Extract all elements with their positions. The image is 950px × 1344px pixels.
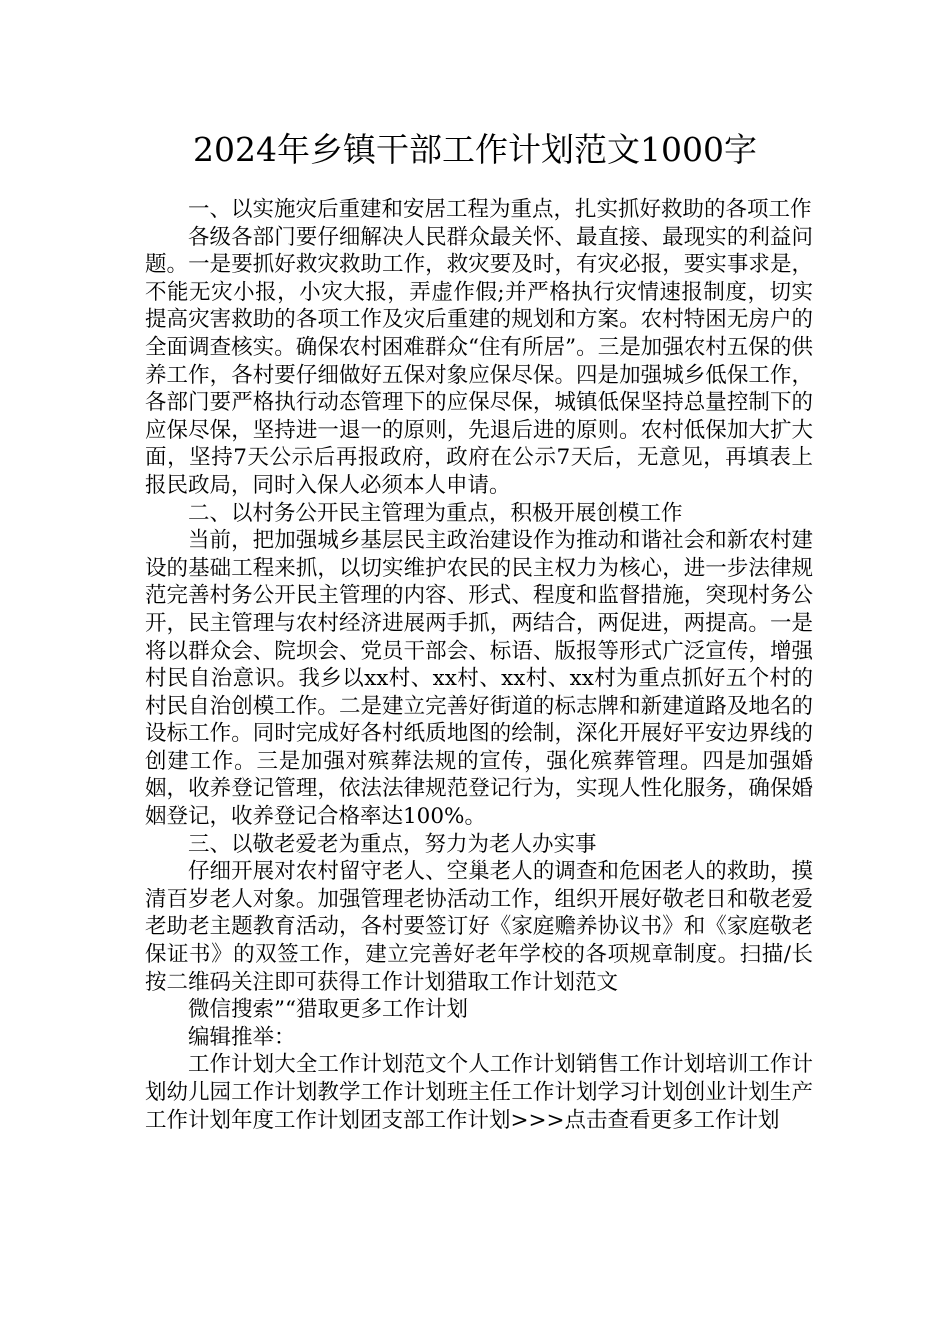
wechat-search-line: 微信搜索”“猎取更多工作计划: [188, 997, 468, 1023]
section-heading-1: 一、以实施灾后重建和安居工程为重点，扎实抓好救助的各项工作: [188, 197, 812, 222]
paragraph-3: 仔细开展对农村留守老人、空巢老人的调查和危困老人的救助，摸清百岁老人对象。加强管理老协活动工作，组织开展好敬老日和敬老爱老助老主题教育活动，各村要签订好《家庭赡养协议书》和《家庭敬老保证书》的双签工作，建立完善好老年学校的各项规章制度。扫描/长按二维码关注即可获得工作计划猎取工作计划范文: [145, 859, 813, 995]
recommend-links[interactable]: 工作计划大全工作计划范文个人工作计划销售工作计划培训工作计划幼儿园工作计划教学工作计划班主任工作计划学习计划创业计划生产工作计划年度工作计划团支部工作计划>>>点击查看更多工作计划: [145, 1052, 813, 1133]
paragraph-1: 各级各部门要仔细解决人民群众最关怀、最直接、最现实的利益问题。一是要抓好救灾救助工作，救灾要及时，有灾必报，要实事求是，不能无灾小报，小灾大报，弄虚作假;并严格执行灾情速报制度，切实提高灾害救助的各项工作及灾后重建的规划和方案。农村特困无房户的全面调查核实。确保农村困难群众“住有所居”。三是加强农村五保的供养工作，各村要仔细做好五保对象应保尽保。四是加强城乡低保工作，各部门要严格执行动态管理下的应保尽保，城镇低保坚持总量控制下的应保尽保，坚持进一退一的原则，先退后进的原则。农村低保加大扩大面，坚持7天公示后再报政府，政府在公示7天后，无意见，再填表上报民政局，同时入保人必须本人申请。: [145, 224, 813, 498]
section-heading-2: 二、以村务公开民主管理为重点，积极开展创模工作: [188, 500, 683, 526]
editor-recommend-label: 编辑推举：: [188, 1024, 296, 1050]
section-heading-3: 三、以敬老爱老为重点，努力为老人办实事: [188, 831, 597, 857]
paragraph-2: 当前，把加强城乡基层民主政治建设作为推动和谐社会和新农村建设的基础工程来抓，以切实维护农民的民主权力为核心，进一步法律规范完善村务公开民主管理的内容、形式、程度和监督措施，突现村务公开，民主管理与农村经济进展两手抓，两结合，两促进，两提高。一是将以群众会、院坝会、党员干部会、标语、版报等形式广泛宣传，增强村民自治意识。我乡以xx村、xx村、xx村、xx村为重点抓好五个村的村民自治创模工作。二是建立完善好街道的标志牌和新建道路及地名的设标工作。同时完成好各村纸质地图的绘制，深化开展好平安边界线的创建工作。三是加强对殡葬法规的宣传，强化殡葬管理。四是加强婚姻，收养登记管理，依法法律规范登记行为，实现人性化服务，确保婚姻登记，收养登记合格率达100%。: [145, 528, 813, 830]
document-body: [145, 196, 813, 1134]
document-title: 2024年乡镇干部工作计划范文1000字: [193, 130, 757, 169]
